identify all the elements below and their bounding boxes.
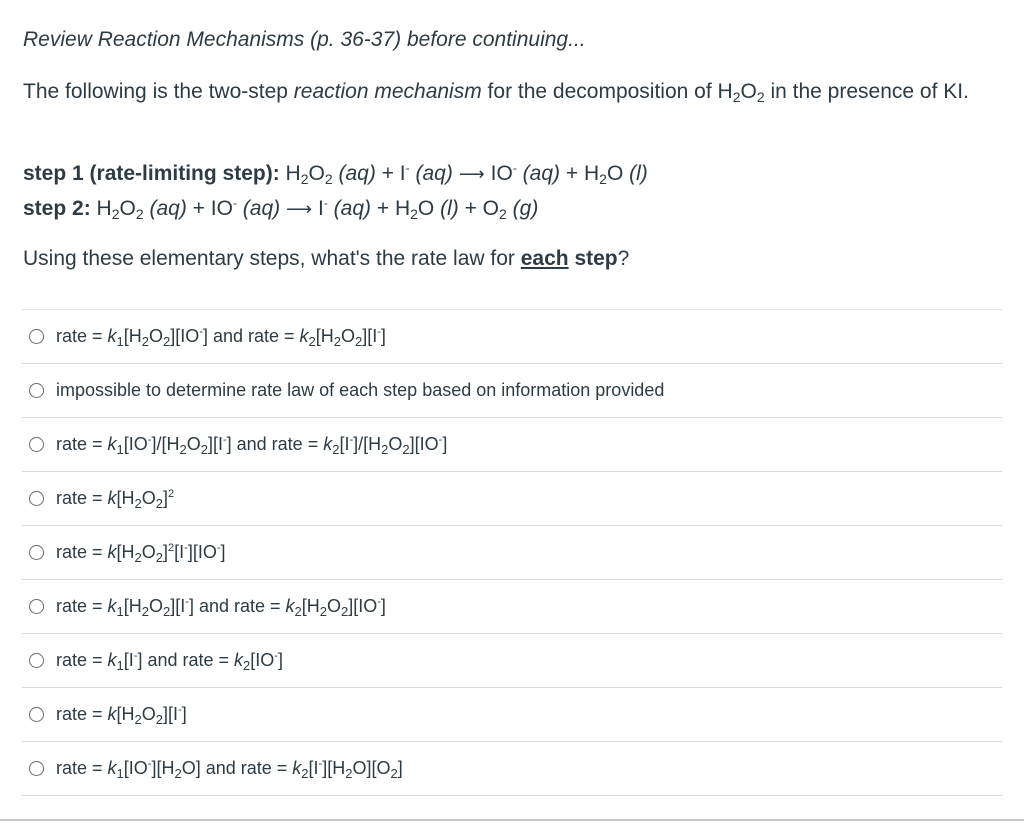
answer-label: rate = $k_1[IO^-]/[H_2O_2][I^-]$ and rate = $k_2[I^-]/[H_2O_2][IO^-]$ — [56, 434, 448, 457]
answer-option[interactable] — [22, 742, 1002, 796]
intro-sub2: 2 — [756, 89, 765, 105]
intro-sub1: 2 — [732, 89, 741, 105]
question-before: Using these elementary steps, what's the rate law for — [23, 247, 521, 270]
step-1 — [23, 161, 648, 187]
intro-part1: The following is the two-step — [23, 80, 294, 103]
radio-button[interactable] — [29, 707, 44, 722]
radio-button[interactable] — [29, 491, 44, 506]
radio-button[interactable] — [29, 545, 44, 560]
reaction-arrow-icon: ⟶ — [458, 164, 485, 184]
divider — [0, 819, 1024, 821]
answer-option[interactable] — [22, 634, 1002, 688]
answer-option[interactable] — [22, 580, 1002, 634]
answer-list — [22, 309, 1002, 796]
step2-label: step 2: — [23, 197, 91, 220]
answer-label: rate = $k_1[IO^-][H_2O]$ and rate = $k_2[I^-][H_2O][O_2]$ — [56, 758, 403, 781]
intro-emph: reaction mechanism — [293, 80, 482, 103]
answer-option[interactable] — [22, 472, 1002, 526]
answer-option[interactable] — [22, 688, 1002, 742]
step2-equation: $H_2O_2$ (aq) + IO- (aq) ⟶ I- $(aq) + H_2O$ $(l) + O_2$ (g) — [96, 196, 539, 222]
step1-equation: $H_2O_2$ (aq) + I- (aq) ⟶ IO- $(aq) + H_2O$ (l) — [285, 161, 648, 187]
question-text — [23, 246, 629, 272]
answer-option[interactable] — [22, 364, 1002, 418]
radio-button[interactable] — [29, 761, 44, 776]
reaction-arrow-icon: ⟶ — [286, 199, 312, 219]
question-end: ? — [617, 247, 630, 270]
question-emph: each — [520, 247, 569, 270]
question-after: step — [568, 247, 618, 270]
answer-label: rate = $k_1[I^-]$ and rate = $k_2[IO^-]$ — [56, 650, 283, 673]
answer-label: rate = $k[H_2O_2]^2[I^-][IO^-]$ — [56, 542, 226, 565]
intro-part2: for the decomposition of H — [481, 80, 733, 103]
answer-label: rate = $k_1[H_2O_2][I^-]$ and rate = $k_2[H_2O_2][IO^-]$ — [56, 596, 386, 619]
review-note: Review Reaction Mechanisms (p. 36-37) before continuing... — [23, 28, 586, 51]
answer-label: rate = $k[H_2O_2]^2$ — [56, 488, 175, 511]
radio-button[interactable] — [29, 383, 44, 398]
step-2 — [23, 196, 538, 222]
intro-part4: in the presence of KI. — [764, 80, 969, 103]
answer-label: impossible to determine rate law of each step based on information provided — [56, 380, 665, 400]
radio-button[interactable] — [29, 653, 44, 668]
intro-text — [23, 75, 1003, 108]
intro-part3: O — [740, 80, 757, 103]
answer-option[interactable] — [22, 526, 1002, 580]
radio-button[interactable] — [29, 599, 44, 614]
radio-button[interactable] — [29, 437, 44, 452]
answer-option[interactable] — [22, 418, 1002, 472]
answer-label: rate = $k[H_2O_2][I^-]$ — [56, 704, 187, 727]
answer-option[interactable] — [22, 310, 1002, 364]
step1-label: step 1 (rate-limiting step): — [23, 162, 280, 185]
radio-button[interactable] — [29, 329, 44, 344]
answer-label: rate = $k_1[H_2O_2][IO^-]$ and rate = $k_2[H_2O_2][I^-]$ — [56, 326, 386, 349]
